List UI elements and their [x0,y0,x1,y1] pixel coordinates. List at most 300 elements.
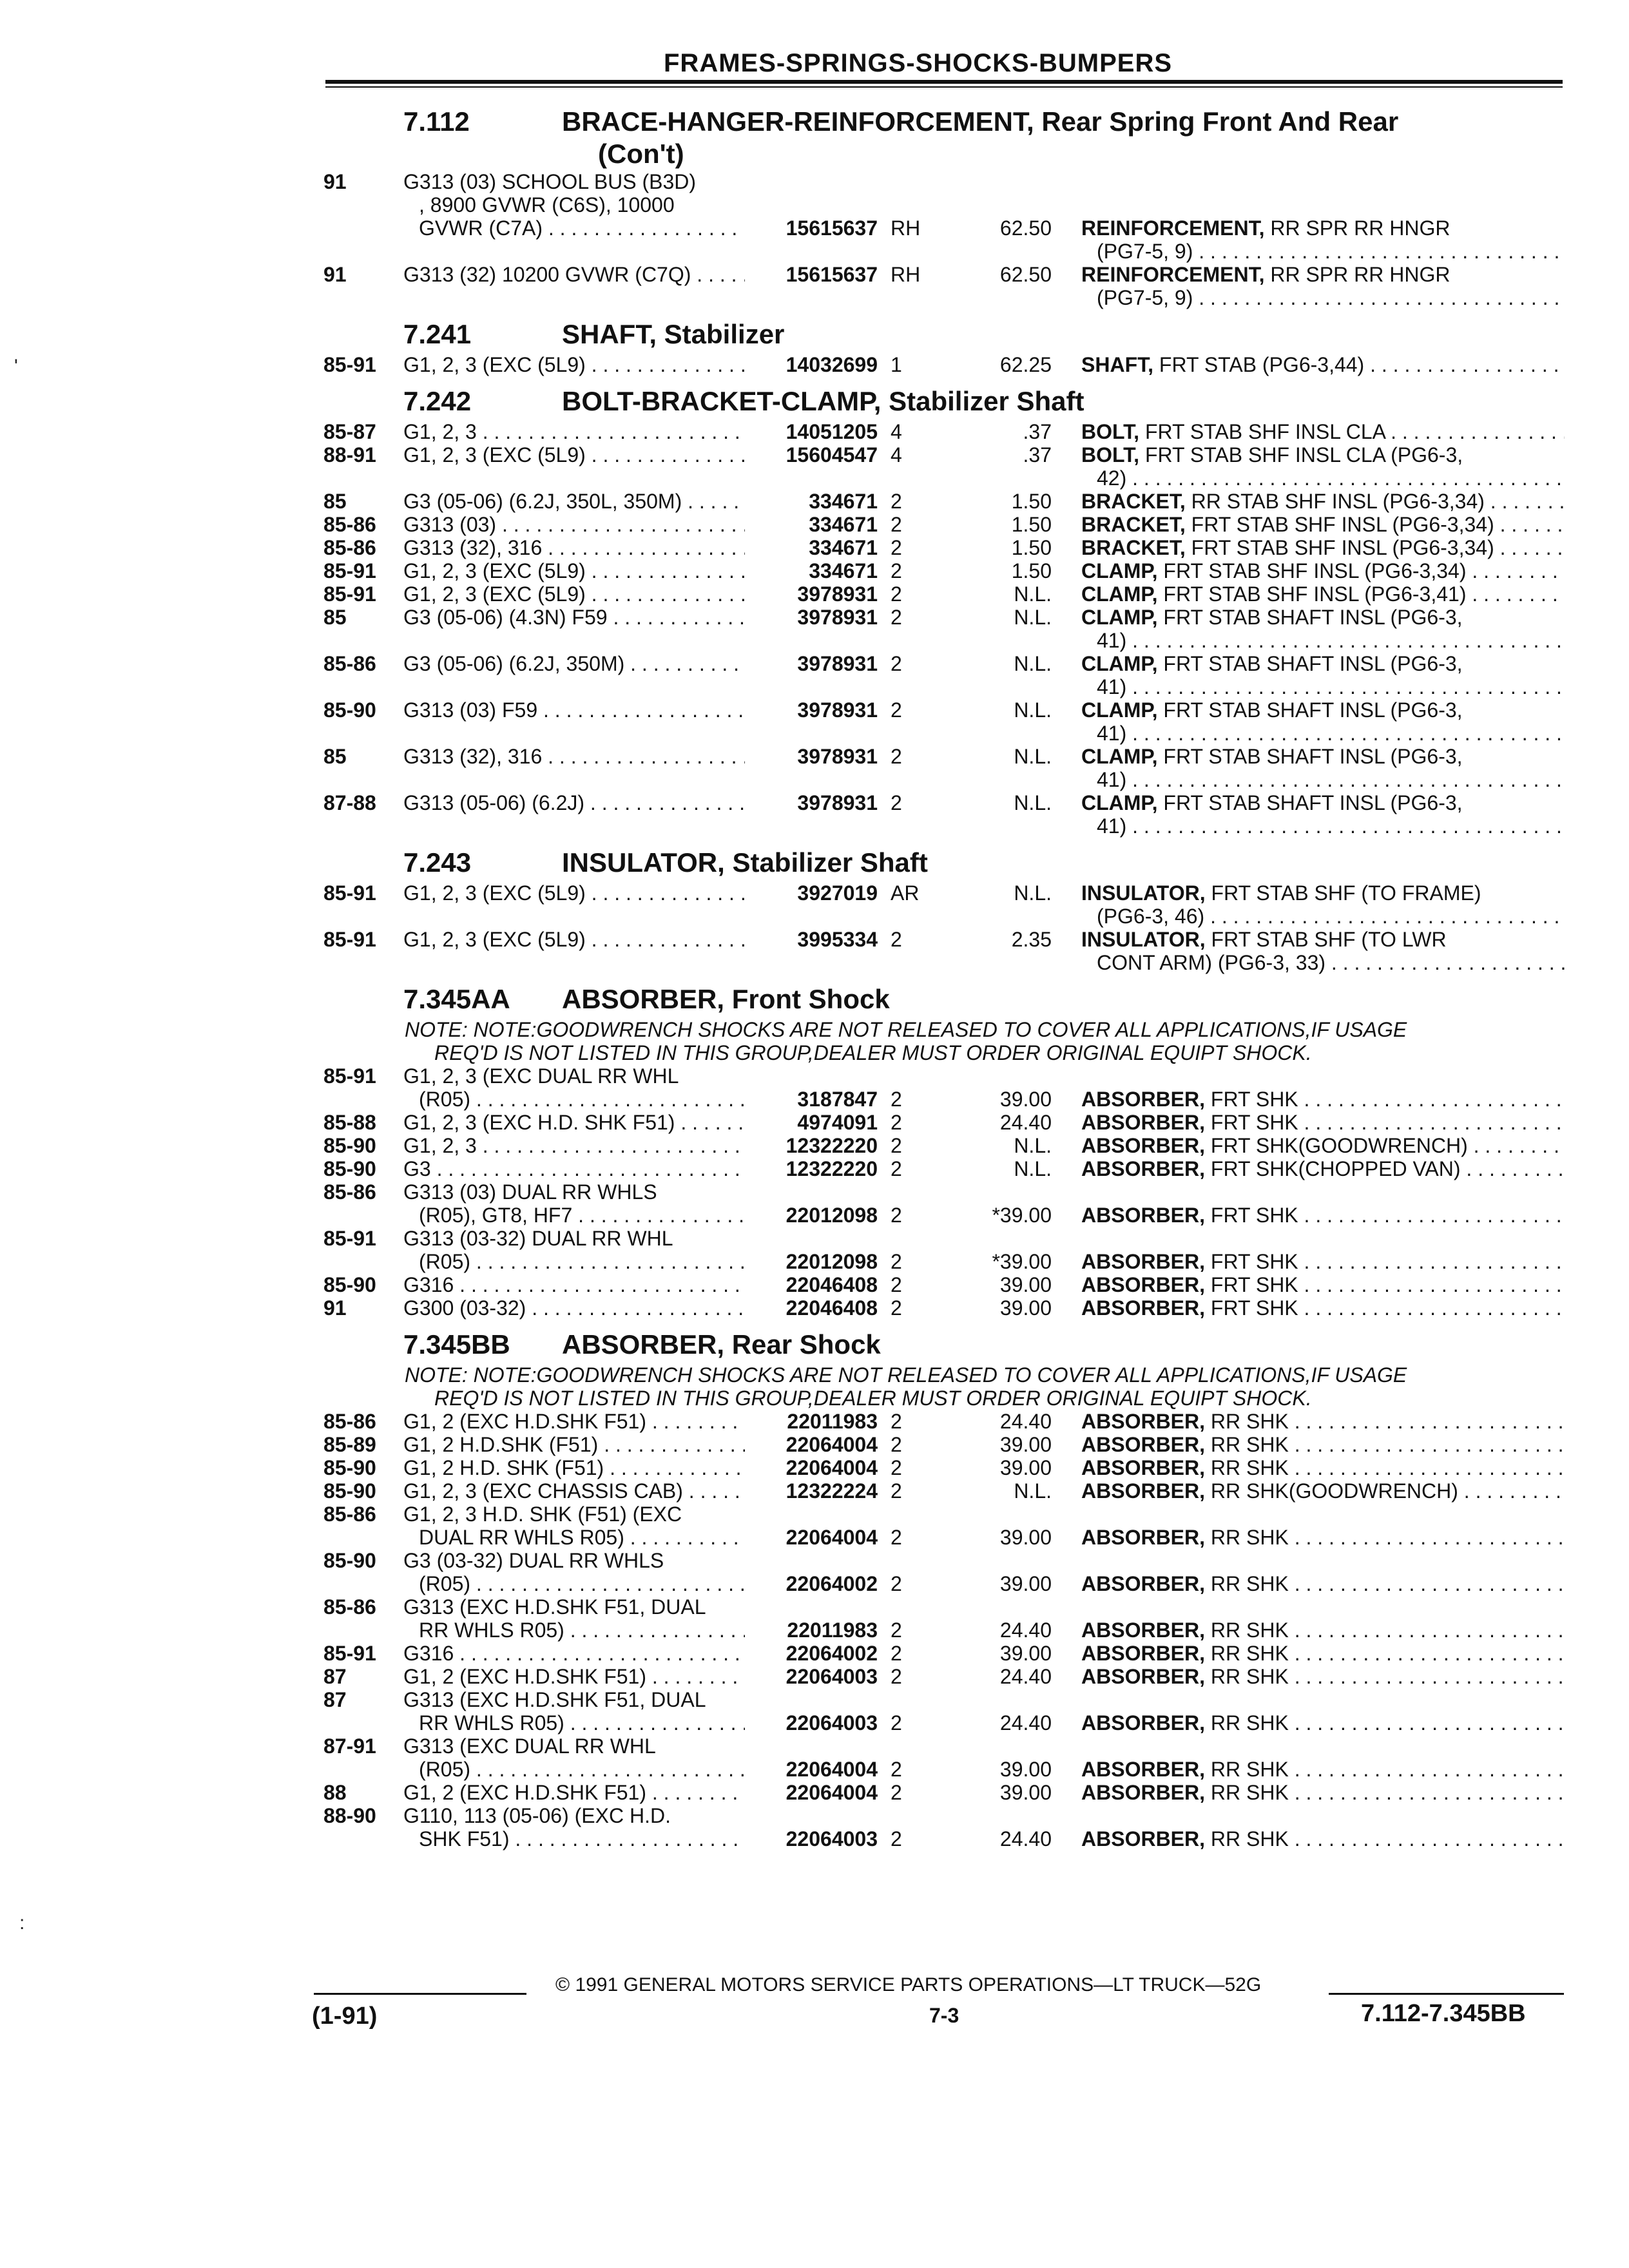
description-line [1081,1642,1565,1665]
description [1081,745,1565,791]
description-keyword: ABSORBER, [1081,1134,1206,1157]
description-keyword: ABSORBER, [1081,1665,1206,1688]
application-line: G313 (05-06) (6.2J) . . . [403,791,745,814]
price: 62.50 [999,263,1052,286]
table-row [323,606,1564,652]
part-number: 12322224 [786,1479,878,1503]
section-number: 7.241 [403,319,472,349]
table-row [323,420,1564,443]
quantity: 2 [891,1088,902,1111]
model-year: 87-91 [323,1735,376,1758]
price: N.L. [1014,652,1052,675]
part-number: 3978931 [797,745,878,768]
model-year: 85-90 [323,1157,376,1180]
description-keyword: ABSORBER, [1081,1088,1206,1111]
model-year: 85-90 [323,1273,376,1296]
price: 1.50 [1011,559,1052,582]
application [403,1479,745,1503]
table-row [323,443,1564,490]
page-header-title: FRAMES-SPRINGS-SHOCKS-BUMPERS [664,49,1173,77]
model-year: 91 [323,1296,347,1320]
description-text: RR SHK(GOODWRENCH) [1205,1479,1458,1503]
table-row [323,490,1564,513]
table-row [323,1180,1564,1227]
model-year: 87-88 [323,791,376,814]
description-keyword: ABSORBER, [1081,1111,1206,1134]
description [1081,1526,1565,1549]
application [403,513,745,536]
description-keyword: ABSORBER, [1081,1619,1206,1642]
price: 62.50 [999,216,1052,240]
application [403,1781,745,1804]
application-line: G316 . . . [403,1642,745,1665]
description-keyword: ABSORBER, [1081,1273,1206,1296]
model-year: 85-88 [323,1111,376,1134]
application [403,170,745,240]
description-line [1081,1296,1565,1320]
description-keyword: CLAMP, [1081,652,1158,675]
description-text: FRT SHK(GOODWRENCH) [1205,1134,1468,1157]
table-row [323,1549,1564,1595]
description-text: RR SHK [1205,1572,1289,1595]
quantity: 2 [891,606,902,629]
application [403,606,745,629]
description [1081,1088,1565,1111]
description-text: RR SPR RR HNGR [1264,263,1451,286]
application [403,1595,745,1642]
price: 24.40 [999,1665,1052,1688]
description-line [1081,1781,1565,1804]
application [403,1456,745,1479]
quantity: 2 [891,1479,902,1503]
price: N.L. [1014,606,1052,629]
section-number: 7.243 [403,847,472,878]
note-line: NOTE: NOTE:GOODWRENCH SHOCKS ARE NOT RELEASED TO COVER ALL APPLICATIONS,IF USAGE [405,1018,1407,1041]
table-row [323,928,1564,974]
description-text: CONT ARM) (PG6-3, 33) [1097,951,1326,974]
description-text: FRT SHK [1205,1088,1298,1111]
part-number: 334671 [809,490,878,513]
model-year: 85-86 [323,513,376,536]
description-line [1081,1433,1565,1456]
table-row [323,1433,1564,1456]
description [1081,1134,1565,1157]
application-line: G313 (EXC H.D.SHK F51, DUAL [403,1688,706,1711]
application [403,928,745,951]
description-line [1081,1410,1565,1433]
section-heading [323,983,1564,1018]
model-year: 85-86 [323,536,376,559]
quantity: 2 [891,1781,902,1804]
part-number: 22046408 [786,1296,878,1320]
description-text: (PG7-5, 9) [1097,240,1193,263]
description [1081,1781,1565,1804]
application [403,490,745,513]
price: 39.00 [999,1526,1052,1549]
footer-rule-right [1329,1993,1564,1995]
description-line [1081,881,1565,905]
quantity: 2 [891,1134,902,1157]
price: 2.35 [1011,928,1052,951]
application-line: G1, 2, 3 . . . [403,1134,745,1157]
description-text: RR SHK [1205,1827,1289,1850]
model-year: 91 [323,170,347,193]
description-keyword: ABSORBER, [1081,1572,1206,1595]
part-number: 22011983 [787,1410,878,1433]
price: .37 [1023,443,1052,466]
application [403,1665,745,1688]
application [403,1157,745,1180]
price: 39.00 [999,1433,1052,1456]
description-keyword: ABSORBER, [1081,1479,1206,1503]
description [1081,1296,1565,1320]
price: 24.40 [999,1111,1052,1134]
section-title [562,847,928,879]
description-keyword: ABSORBER, [1081,1758,1206,1781]
price: 1.50 [1011,490,1052,513]
application [403,745,745,768]
section-title [562,318,784,351]
price: 24.40 [999,1711,1052,1735]
description-text: RR SHK [1205,1758,1289,1781]
description-text: FRT SHK [1205,1273,1298,1296]
description-line [1081,629,1565,652]
description-line [1081,559,1565,582]
application-line: G313 (32), 316 . . . [403,745,745,768]
description-line [1081,905,1565,928]
quantity: 2 [891,745,902,768]
model-year: 85-86 [323,1180,376,1204]
application-line: G1, 2 (EXC H.D.SHK F51) . . . [403,1665,745,1688]
application [403,1111,745,1134]
description-keyword: ABSORBER, [1081,1781,1206,1804]
description [1081,1456,1565,1479]
description-line [1081,1572,1565,1595]
description-text: RR SHK [1205,1526,1289,1549]
application [403,1296,745,1320]
application-line: G313 (32) 10200 GVWR (C7Q) . . . [403,263,745,286]
section-number: 7.112 [403,106,470,137]
part-number: 22064003 [786,1665,878,1688]
application [403,1549,745,1595]
footer-date: (1-91) [312,2003,378,2030]
description-keyword: CLAMP, [1081,698,1158,722]
price: N.L. [1014,1134,1052,1157]
description-text: RR SHK [1205,1433,1289,1456]
quantity: 2 [891,1619,902,1642]
description-line [1081,1665,1565,1688]
price: 39.00 [999,1296,1052,1320]
quantity: 2 [891,1665,902,1688]
description [1081,1204,1565,1227]
description-text: FRT STAB SHF INSL (PG6-3,34) [1185,513,1494,536]
description-line [1081,768,1565,791]
application-line: (R05) . . . [403,1758,745,1781]
description-text: FRT SHK(CHOPPED VAN) [1205,1157,1461,1180]
model-year: 85-91 [323,1642,376,1665]
application-line: G1, 2, 3 . . . [403,420,745,443]
section-number: 7.345BB [403,1329,510,1360]
quantity: 2 [891,652,902,675]
section-title [562,1329,881,1361]
price: .37 [1023,420,1052,443]
description [1081,698,1565,745]
description-keyword: SHAFT, [1081,353,1153,376]
application [403,881,745,905]
application-line: (R05) . . . [403,1250,745,1273]
application-line: G313 (03) DUAL RR WHLS [403,1180,657,1204]
description-keyword: ABSORBER, [1081,1296,1206,1320]
model-year: 85-90 [323,1479,376,1503]
application [403,1180,745,1227]
section-title-text: BOLT-BRACKET-CLAMP, Stabilizer Shaft [562,386,1084,416]
description-line [1081,513,1565,536]
description-line [1081,1273,1565,1296]
description-keyword: CLAMP, [1081,559,1158,582]
table-row [323,745,1564,791]
model-year: 85-91 [323,559,376,582]
table-row [323,1064,1564,1111]
description [1081,1273,1565,1296]
description [1081,1410,1565,1433]
description-text: FRT STAB SHAFT INSL (PG6-3, [1157,745,1463,768]
description [1081,791,1565,838]
table-row [323,1227,1564,1273]
description-text: RR SHK [1205,1781,1289,1804]
application-line: G3 (05-06) (4.3N) F59 . . . [403,606,745,629]
section-note [323,1363,1564,1410]
application-line: G313 (32), 316 . . . [403,536,745,559]
application [403,420,745,443]
description-text: RR SHK [1205,1642,1289,1665]
application-line: G1, 2, 3 (EXC (5L9) . . . [403,443,745,466]
quantity: 2 [891,513,902,536]
application [403,582,745,606]
price: 24.40 [999,1619,1052,1642]
part-number: 3187847 [797,1088,878,1111]
description-line [1081,420,1565,443]
application-line: G313 (03) . . . [403,513,745,536]
application-line: DUAL RR WHLS R05) . . . [403,1526,745,1549]
application-line: (R05) . . . [403,1572,745,1595]
part-number: 22012098 [786,1204,878,1227]
description-keyword: ABSORBER, [1081,1157,1206,1180]
note-line: REQ'D IS NOT LISTED IN THIS GROUP,DEALER MUST ORDER ORIGINAL EQUIPT SHOCK. [434,1387,1312,1410]
description-line [1081,286,1565,309]
table-row [323,1688,1564,1735]
description [1081,1665,1565,1688]
part-number: 4974091 [797,1111,878,1134]
price: 24.40 [999,1410,1052,1433]
description-keyword: BOLT, [1081,443,1140,466]
section-heading [323,847,1564,881]
table-row [323,1273,1564,1296]
description-keyword: REINFORCEMENT, [1081,216,1265,240]
model-year: 85-91 [323,881,376,905]
table-row [323,1503,1564,1549]
application-line: G1, 2, 3 (EXC (5L9) . . . [403,353,745,376]
header-rule-thin [325,86,1563,88]
part-number: 14051205 [786,420,878,443]
scan-speck: ' [14,356,18,377]
price: N.L. [1014,582,1052,606]
description-keyword: ABSORBER, [1081,1433,1206,1456]
application-line: G1, 2, 3 (EXC H.D. SHK F51) . . . [403,1111,745,1134]
note-line: NOTE: NOTE:GOODWRENCH SHOCKS ARE NOT RELEASED TO COVER ALL APPLICATIONS,IF USAGE [405,1363,1407,1387]
application-line: G1, 2, 3 (EXC CHASSIS CAB) . . . [403,1479,745,1503]
description-text: FRT STAB SHAFT INSL (PG6-3, [1157,606,1463,629]
part-number: 22064003 [786,1827,878,1850]
description-text: FRT STAB SHAFT INSL (PG6-3, [1157,652,1463,675]
price: N.L. [1014,1479,1052,1503]
price: 24.40 [999,1827,1052,1850]
price: 39.00 [999,1456,1052,1479]
quantity: RH [891,216,921,240]
description-text: RR SHK [1205,1711,1289,1735]
description-keyword: ABSORBER, [1081,1456,1206,1479]
description [1081,1157,1565,1180]
quantity: 2 [891,559,902,582]
table-row [323,536,1564,559]
description-keyword: ABSORBER, [1081,1827,1206,1850]
description-keyword: BRACKET, [1081,490,1186,513]
part-number: 14032699 [786,353,878,376]
quantity: 2 [891,1456,902,1479]
table-row [323,1804,1564,1850]
table-row [323,513,1564,536]
application-line: G313 (03-32) DUAL RR WHL [403,1227,673,1250]
quantity: 2 [891,1827,902,1850]
description [1081,420,1565,443]
description-line [1081,606,1565,629]
description-line [1081,675,1565,698]
description-keyword: BOLT, [1081,420,1140,443]
quantity: 2 [891,536,902,559]
description-text: 42) [1097,466,1127,490]
description [1081,1572,1565,1595]
description-text: RR SHK [1205,1665,1289,1688]
description-keyword: REINFORCEMENT, [1081,263,1265,286]
description-line [1081,1827,1565,1850]
description-line [1081,652,1565,675]
model-year: 85-86 [323,1595,376,1619]
part-number: 15604547 [786,443,878,466]
application [403,1410,745,1433]
part-number: 334671 [809,513,878,536]
price: N.L. [1014,698,1052,722]
description-keyword: INSULATOR, [1081,881,1206,905]
description [1081,1479,1565,1503]
part-number: 22064004 [786,1526,878,1549]
application-line: G1, 2, 3 (EXC DUAL RR WHL [403,1064,679,1088]
quantity: 2 [891,1572,902,1595]
description-line [1081,698,1565,722]
model-year: 87 [323,1665,347,1688]
section-title [562,983,890,1015]
application [403,1134,745,1157]
quantity: 2 [891,1250,902,1273]
quantity: 2 [891,1433,902,1456]
application [403,536,745,559]
parts-listing [323,97,1564,1850]
description-keyword: ABSORBER, [1081,1526,1206,1549]
application [403,791,745,814]
application-line: G313 (03) SCHOOL BUS (B3D) [403,170,697,193]
description-keyword: ABSORBER, [1081,1642,1206,1665]
table-row [323,1157,1564,1180]
description-line [1081,1711,1565,1735]
description-line [1081,216,1565,240]
application [403,353,745,376]
footer-section-range: 7.112-7.345BB [1361,2000,1526,2027]
description-text: RR SHK [1205,1456,1289,1479]
table-row [323,881,1564,928]
table-row [323,1296,1564,1320]
description-text: 41) [1097,629,1127,652]
quantity: 1 [891,353,902,376]
section-number: 7.242 [403,386,472,416]
part-number: 3995334 [797,928,878,951]
model-year: 85 [323,490,347,513]
application-line: SHK F51) . . . [403,1827,745,1850]
table-row [323,1479,1564,1503]
section-number: 7.345AA [403,984,510,1014]
application [403,698,745,722]
description-line [1081,1250,1565,1273]
description-line [1081,263,1565,286]
footer-copyright: © 1991 GENERAL MOTORS SERVICE PARTS OPERATIONS—LT TRUCK—52G [555,1974,1262,1995]
application-line: G3 (05-06) (6.2J, 350M) . . . [403,652,745,675]
quantity: 2 [891,490,902,513]
quantity: 2 [891,1157,902,1180]
description [1081,559,1565,582]
price: 39.00 [999,1273,1052,1296]
application-line: G1, 2, 3 (EXC (5L9) . . . [403,881,745,905]
quantity: 2 [891,1296,902,1320]
model-year: 85-90 [323,1134,376,1157]
description [1081,652,1565,698]
model-year: 87 [323,1688,347,1711]
application-line: , 8900 GVWR (C6S), 10000 [419,193,675,216]
application-line: RR WHLS R05) . . . [403,1619,745,1642]
application-line: (R05) . . . [403,1088,745,1111]
part-number: 12322220 [786,1157,878,1180]
application [403,1642,745,1665]
quantity: RH [891,263,921,286]
application-line: RR WHLS R05) . . . [403,1711,745,1735]
part-number: 12322220 [786,1134,878,1157]
description-text: RR SHK [1205,1410,1289,1433]
description [1081,582,1565,606]
section-heading [323,385,1564,420]
price: 39.00 [999,1088,1052,1111]
application [403,1227,745,1273]
table-row [323,263,1564,309]
part-number: 334671 [809,559,878,582]
description-line [1081,951,1565,974]
table-row [323,1595,1564,1642]
application-line: G3 (05-06) (6.2J, 350L, 350M) . . . [403,490,745,513]
part-number: 3978931 [797,652,878,675]
description-text: FRT STAB SHF INSL CLA (PG6-3, [1139,443,1463,466]
section-title-continued: (Con't) [598,139,684,169]
table-row [323,698,1564,745]
part-number: 22064002 [786,1642,878,1665]
model-year: 85-86 [323,652,376,675]
application [403,1433,745,1456]
description-line [1081,443,1565,466]
price: 62.25 [999,353,1052,376]
